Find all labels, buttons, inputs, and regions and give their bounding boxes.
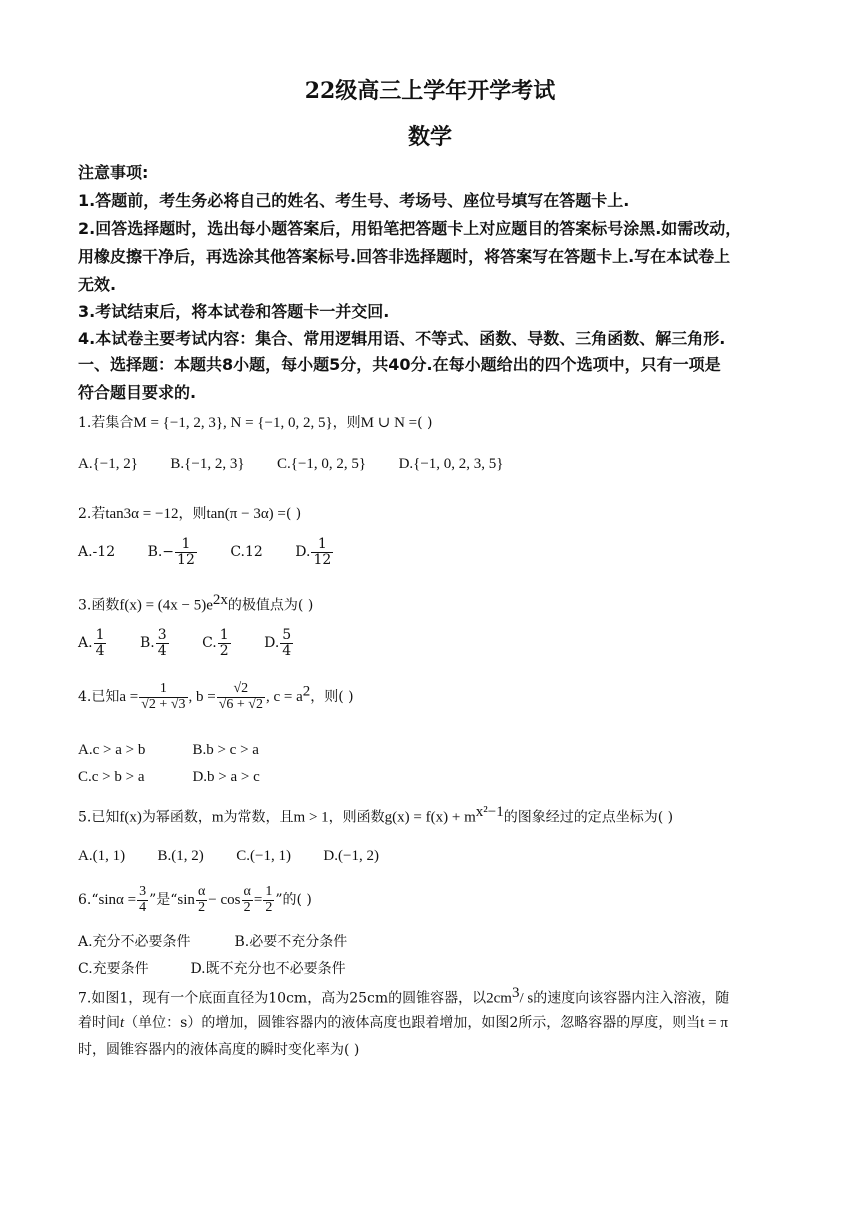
option-b[interactable]: B.− $\frac{1}{12}$ xyxy=(147,536,195,568)
fraction: $\frac{1}{2}$ xyxy=(219,627,229,659)
exam-title: 22级高三上学年开学考试 xyxy=(304,78,556,104)
question-6-options-row-1 xyxy=(78,931,790,951)
option-d[interactable]: D. $\frac{5}{4}$ xyxy=(264,627,292,659)
option-a[interactable]: A.充分不必要条件 xyxy=(78,934,191,950)
fraction: $\frac{\alpha}{2}$ xyxy=(243,884,251,915)
question-1-options xyxy=(78,456,790,473)
fraction: $\frac{1}{12}$ xyxy=(177,536,195,568)
subject-title: 数学 xyxy=(407,124,452,150)
notice-item-2-cont: 用橡皮擦干净后，再选涂其他答案标号.回答非选择题时，将答案写在答题卡上.写在本试卷上 xyxy=(78,247,731,266)
question-7-line-1: 7.如图1，现有一个底面直径为10cm，高为25cm的圆锥容器，以$2cm^3/$ s的速度向该容器内注入溶液，随 xyxy=(78,985,730,1007)
math-expression: M ∪ N = xyxy=(360,415,418,431)
question-4-stem: 4.已知a = $\frac{1}{√2 + √3}$ , b = $\frac{√2}{√6 + √2}$ , $c = a^2$，则( ) xyxy=(78,681,354,712)
option-b[interactable]: B.{−1, 2, 3} xyxy=(170,456,245,472)
option-c[interactable]: C.c > b > a xyxy=(78,769,145,785)
question-5-stem: 5.已知f(x)为幂函数，m为常数，且m > 1，则函数$g(x) = f(x) + m^{x^2-1}$的图象经过的定点坐标为( ) xyxy=(78,804,674,826)
question-3-stem: 3.函数$f(x) = (4x - 5)e^{2x}$的极值点为( ) xyxy=(78,592,314,614)
fraction: $\frac{5}{4}$ xyxy=(282,627,292,659)
question-2-options xyxy=(78,537,790,567)
option-a[interactable]: A.(1, 1) xyxy=(78,848,126,864)
fraction: $\frac{3}{4}$ xyxy=(157,627,167,659)
option-c[interactable]: C.充要条件 xyxy=(78,961,149,977)
option-d[interactable]: D.既不充分也不必要条件 xyxy=(190,961,346,977)
option-c[interactable]: C.(−1, 1) xyxy=(236,848,291,864)
question-7-line-2: 着时间t（单位：s）的增加，圆锥容器内的液体高度也跟着增加，如图2所示，忽略容器的厚度，则当t = π xyxy=(78,1015,728,1031)
notice-item-3: 3.考试结束后，将本试卷和答题卡一并交回. xyxy=(78,302,390,321)
math-expression: f(x) = (4x − 5)e xyxy=(119,597,213,614)
math-expression: M = {−1, 2, 3}, N = {−1, 0, 2, 5} xyxy=(133,415,333,431)
option-d[interactable]: D.b > a > c xyxy=(192,769,260,785)
fraction: $\frac{3}{4}$ xyxy=(139,884,147,915)
fraction: $\frac{1}{2}$ xyxy=(265,884,273,915)
notice-item-1: 1.答题前，考生务必将自己的姓名、考生号、考场号、座位号填写在答题卡上. xyxy=(78,191,630,210)
option-a[interactable]: A.{−1, 2} xyxy=(78,456,138,472)
fraction: $\frac{1}{12}$ xyxy=(313,536,332,568)
section-heading: 一、选择题：本题共8小题，每小题5分，共40分.在每小题给出的四个选项中，只有一项是 xyxy=(78,355,721,374)
question-1-stem: 1.若集合M = {−1, 2, 3}, N = {−1, 0, 2, 5}，则M ∪ N =( ) xyxy=(78,415,433,431)
option-d[interactable]: D. $\frac{1}{12}$ xyxy=(295,536,332,568)
math-expression: tan(π − 3α) = xyxy=(206,506,286,522)
question-7-line-3: 时，圆锥容器内的液体高度的瞬时变化率为( ) xyxy=(78,1042,360,1058)
option-c[interactable]: C.12 xyxy=(230,544,263,561)
option-a[interactable]: A.-12 xyxy=(78,544,116,561)
notice-item-4: 4.本试卷主要考试内容：集合、常用逻辑用语、不等式、函数、导数、三角函数、解三角形. xyxy=(78,329,726,348)
question-2-stem: 2.若tan3α = −12，则tan(π − 3α) =( ) xyxy=(78,506,302,522)
option-c[interactable]: C.{−1, 0, 2, 5} xyxy=(276,456,367,472)
question-3-options xyxy=(78,628,790,658)
question-4-options-row-2 xyxy=(78,769,790,786)
option-c[interactable]: C. $\frac{1}{2}$ xyxy=(202,627,229,659)
question-5-options xyxy=(78,848,790,865)
option-a[interactable]: A.c > a > b xyxy=(78,742,146,758)
option-b[interactable]: B. $\frac{3}{4}$ xyxy=(139,627,167,659)
option-b[interactable]: B.b > c > a xyxy=(192,742,259,758)
fraction: $\frac{\alpha}{2}$ xyxy=(197,884,206,915)
option-a[interactable]: A. $\frac{1}{4}$ xyxy=(78,627,105,659)
notice-item-2-end: 无效. xyxy=(78,275,117,294)
fraction: $\frac{1}{√2 + √3}$ xyxy=(141,681,186,712)
section-heading-cont: 符合题目要求的. xyxy=(78,383,197,402)
question-4-options-row-1 xyxy=(78,742,790,759)
option-d[interactable]: D.{−1, 0, 2, 3, 5} xyxy=(398,456,504,472)
notice-item-2: 2.回答选择题时，选出每小题答案后，用铅笔把答题卡上对应题目的答案标号涂黑.如需改动， xyxy=(78,219,742,238)
fraction: $\frac{√2}{√6 + √2}$ xyxy=(218,681,263,712)
option-b[interactable]: B.(1, 2) xyxy=(157,848,204,864)
math-expression: tan3α = −12 xyxy=(105,506,179,522)
fraction: $\frac{1}{4}$ xyxy=(95,627,105,659)
question-6-stem: 6.“sinα = $\frac{3}{4}$ ”是“sin $\frac{\alpha}{2}$ − cos $\frac{\alpha}{2}$ = $\frac{1}{2}$ ”的( ) xyxy=(78,884,312,915)
question-6-options-row-2 xyxy=(78,958,790,978)
option-d[interactable]: D.(−1, 2) xyxy=(323,848,379,864)
option-b[interactable]: B.必要不充分条件 xyxy=(234,934,348,950)
notice-heading: 注意事项: xyxy=(78,163,149,182)
